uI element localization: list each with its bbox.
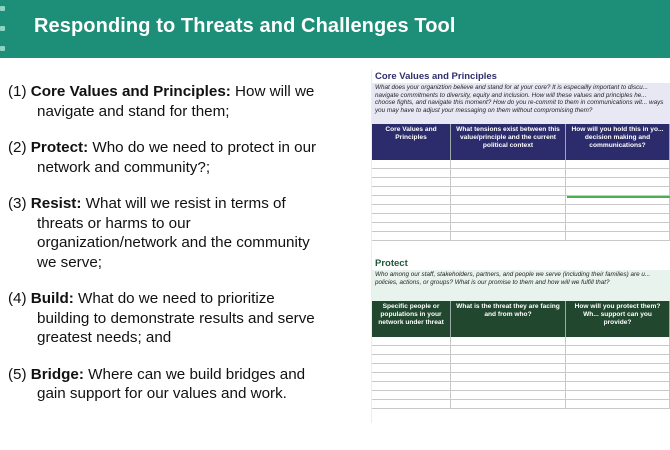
table-row[interactable] bbox=[372, 223, 670, 232]
table-row[interactable] bbox=[372, 232, 670, 241]
table-row[interactable] bbox=[372, 400, 670, 409]
core-values-sheet bbox=[372, 70, 670, 250]
column-header: How will you hold this in yo... decision making and communications? bbox=[566, 124, 670, 160]
point-text: How will we bbox=[230, 83, 315, 100]
point-text: Who do we need to protect in our bbox=[88, 139, 317, 156]
page-title: Responding to Threats and Challenges Tool bbox=[34, 15, 456, 37]
table-row[interactable] bbox=[372, 382, 670, 391]
point-bridge bbox=[8, 365, 360, 404]
column-header-row bbox=[372, 301, 670, 337]
point-number: (5) bbox=[8, 365, 31, 383]
point-text: What will we resist in terms of bbox=[81, 195, 286, 212]
selected-cell-border bbox=[567, 196, 670, 198]
point-heading: Bridge: bbox=[30, 365, 84, 383]
table-row[interactable] bbox=[372, 160, 670, 169]
column-header: What is the threat they are facing and from who? bbox=[451, 301, 566, 337]
banner-decoration bbox=[0, 6, 6, 52]
table-row[interactable] bbox=[372, 337, 670, 346]
table-row[interactable] bbox=[372, 178, 670, 187]
point-text: threats or harms to our bbox=[37, 214, 191, 232]
column-header: Core Values and Principles bbox=[372, 124, 451, 160]
point-text: building to demonstrate results and serve bbox=[37, 309, 315, 327]
table-row[interactable] bbox=[372, 205, 670, 214]
sheet-body bbox=[372, 160, 670, 241]
point-heading: Core Values and Principles: bbox=[30, 83, 231, 100]
point-text: navigate and stand for them; bbox=[37, 102, 230, 120]
table-row[interactable] bbox=[372, 346, 670, 355]
point-number: (2) bbox=[8, 139, 31, 156]
point-text: network and community?; bbox=[37, 158, 211, 176]
point-core-values bbox=[8, 82, 360, 121]
point-number: (1) bbox=[8, 83, 31, 100]
point-heading: Protect: bbox=[30, 139, 89, 156]
point-heading: Build: bbox=[30, 290, 74, 307]
table-row[interactable] bbox=[372, 187, 670, 196]
sheet-title: Core Values and Principles bbox=[375, 71, 497, 82]
point-build bbox=[8, 289, 360, 348]
table-row[interactable] bbox=[372, 364, 670, 373]
points-list bbox=[8, 82, 360, 421]
table-row[interactable] bbox=[372, 391, 670, 400]
sheet-description: What does your organiztion believe and stand for at your core? It is especailly important to discu... navigate commitments to diversity, equity and inclusion. How will these values and principles he... choose fights, and navigate this moment? How do you re-commit to them in communications wit... ways you may have to adjust your messaging on them without compromising them? bbox=[372, 83, 670, 124]
point-text: gain support for our values and work. bbox=[37, 385, 287, 402]
point-protect bbox=[8, 138, 360, 177]
point-number: (4) bbox=[8, 290, 31, 307]
table-row[interactable] bbox=[372, 214, 670, 223]
point-heading: Resist: bbox=[30, 195, 82, 212]
point-number: (3) bbox=[8, 195, 31, 212]
point-text: Where can we build bridges and bbox=[83, 365, 306, 383]
title-banner bbox=[0, 0, 670, 58]
sheet-description: Who among our staff, stakeholders, partners, and people we serve (including their families) are u... policies, actions, or groups? What is our promise to them and how will we fulfill that? bbox=[372, 270, 670, 301]
table-row[interactable] bbox=[372, 169, 670, 178]
table-row[interactable] bbox=[372, 355, 670, 364]
point-text: What do we need to prioritize bbox=[73, 290, 275, 307]
column-header: How will you protect them? Wh... support can you provide? bbox=[566, 301, 670, 337]
point-text: greatest needs; and bbox=[37, 329, 172, 346]
sheet-body bbox=[372, 337, 670, 409]
column-header-row bbox=[372, 124, 670, 160]
point-resist bbox=[8, 194, 360, 272]
column-header: What tensions exist between this value/principle and the current political context bbox=[451, 124, 566, 160]
point-text: organization/network and the community bbox=[37, 234, 310, 251]
protect-sheet bbox=[372, 257, 670, 423]
column-header: Specific people or populations in your network under threat bbox=[372, 301, 451, 337]
sheet-title: Protect bbox=[375, 258, 408, 269]
table-row[interactable] bbox=[372, 373, 670, 382]
point-text: we serve; bbox=[37, 253, 102, 271]
